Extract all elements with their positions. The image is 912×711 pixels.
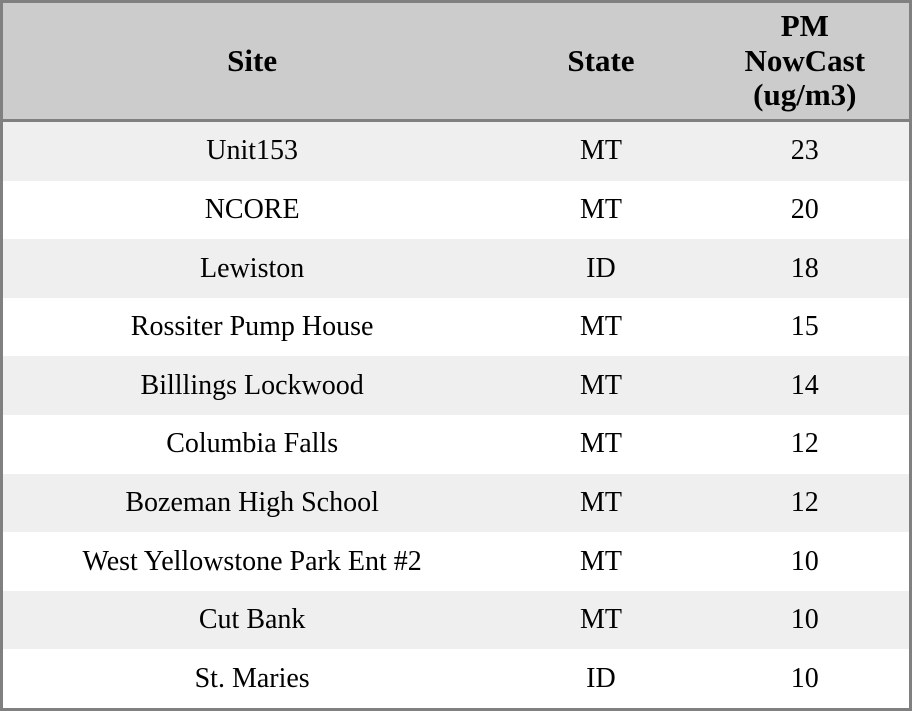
cell-site: NCORE (3, 181, 501, 240)
cell-pm: 10 (701, 532, 909, 591)
cell-site: Rossiter Pump House (3, 298, 501, 357)
cell-pm: 20 (701, 181, 909, 240)
cell-pm: 12 (701, 474, 909, 533)
table-row (3, 239, 909, 298)
table-header (3, 3, 909, 121)
cell-site: Billlings Lockwood (3, 356, 501, 415)
cell-pm: 18 (701, 239, 909, 298)
cell-site: Unit153 (3, 121, 501, 181)
cell-state: MT (501, 356, 700, 415)
cell-pm: 15 (701, 298, 909, 357)
cell-site: Lewiston (3, 239, 501, 298)
column-header-pm-nowcast (701, 3, 909, 121)
table-row (3, 532, 909, 591)
table-body (3, 121, 909, 708)
cell-site: Columbia Falls (3, 415, 501, 474)
cell-state: MT (501, 532, 700, 591)
cell-state: MT (501, 591, 700, 650)
cell-state: MT (501, 181, 700, 240)
table-row (3, 474, 909, 533)
table-row (3, 649, 909, 708)
cell-site: West Yellowstone Park Ent #2 (3, 532, 501, 591)
cell-pm: 12 (701, 415, 909, 474)
cell-pm: 10 (701, 591, 909, 650)
cell-site: St. Maries (3, 649, 501, 708)
table-row (3, 121, 909, 181)
table-row (3, 298, 909, 357)
table-row (3, 415, 909, 474)
table-row (3, 356, 909, 415)
cell-state: MT (501, 121, 700, 181)
column-header-pm-line-2: NowCast (744, 42, 866, 78)
cell-pm: 23 (701, 121, 909, 181)
column-header-pm-line-1: PM (780, 8, 829, 43)
column-header-state: State (501, 3, 700, 121)
pm-nowcast-table (3, 3, 909, 708)
cell-site: Bozeman High School (3, 474, 501, 533)
header-row (3, 3, 909, 121)
cell-pm: 14 (701, 356, 909, 415)
cell-state: MT (501, 298, 700, 357)
cell-state: MT (501, 415, 700, 474)
cell-state: ID (501, 649, 700, 708)
cell-site: Cut Bank (3, 591, 501, 650)
cell-state: ID (501, 239, 700, 298)
cell-pm: 10 (701, 649, 909, 708)
column-header-pm-line-3: (ug/m3) (753, 77, 857, 113)
cell-state: MT (501, 474, 700, 533)
table-row (3, 181, 909, 240)
table-row (3, 591, 909, 650)
column-header-site: Site (3, 3, 501, 121)
